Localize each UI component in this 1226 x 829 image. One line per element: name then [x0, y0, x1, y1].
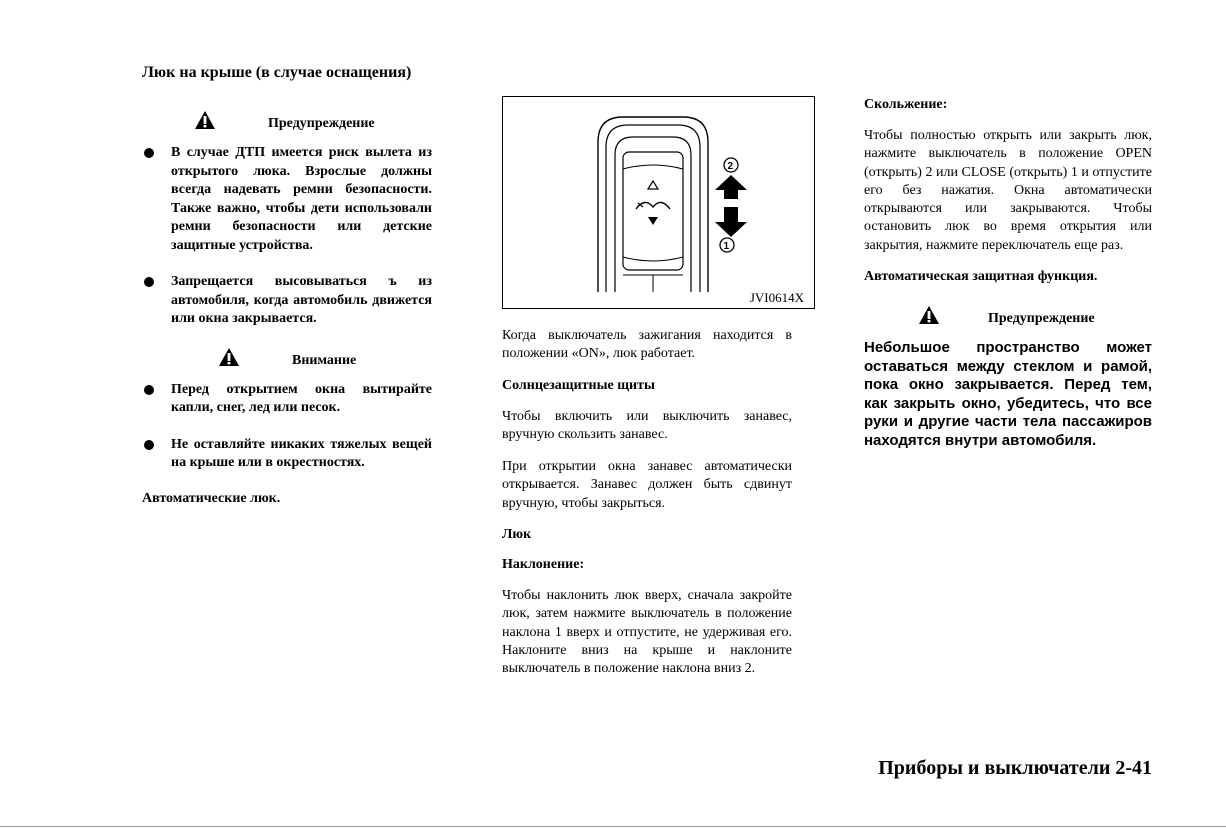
section-heading: Автоматическая защитная функция. — [864, 269, 1098, 285]
switch-illustration — [502, 96, 815, 309]
left-column — [142, 110, 432, 507]
bullet-dot-icon — [144, 385, 154, 395]
bullet-dot-icon — [144, 148, 154, 158]
warning-triangle-icon — [194, 110, 216, 130]
svg-text:2: 2 — [727, 161, 734, 172]
paragraph: Чтобы включить или выключить занавес, вручную скользить занавес. — [502, 408, 792, 442]
warning-text: Небольшое пространство может оставаться между стеклом и рамой, пока окно закрывается. Перед тем, как закрыть окно, убедитесь, что все руки и другие части тела пассажиров находятся внутри автомобиля. — [864, 339, 1152, 449]
bullet-dot-icon — [144, 440, 154, 450]
bullet-dot-icon — [144, 277, 154, 287]
page-footer: Приборы и выключатели 2-41 — [878, 757, 1152, 779]
list-item: Перед открытием окна вытирайте капли, снег, лед или песок. — [142, 381, 432, 418]
list-item: Не оставляйте никаких тяжелых вещей на крыше или в окрестностях. — [142, 436, 432, 473]
middle-column — [502, 96, 804, 693]
sunroof-switch-icon — [503, 97, 813, 307]
paragraph: Чтобы полностью открыть или закрыть люк, нажмите выключатель в положение OPEN (открыть) 2 или CLOSE (открыть) 1 и отпустите его без нажатия. Окна автоматически открываются или закрываются. Чтобы остановить люк во время открытия или закрытия, нажмите переключатель еще раз. — [864, 128, 1152, 253]
subsection-heading: Скольжение: — [864, 97, 948, 112]
svg-text:1: 1 — [723, 241, 730, 252]
caution-header — [142, 347, 432, 373]
warning-label: Предупреждение — [268, 116, 375, 131]
figure-code: JVI0614X — [749, 290, 804, 305]
section-heading: Люк — [502, 527, 532, 543]
list-item: Запрещается высовываться ъ из автомобиля, когда автомобиль движется или окна закрывается. — [142, 273, 432, 329]
caution-label: Внимание — [292, 352, 357, 368]
page-title: Люк на крыше (в случае оснащения) — [142, 64, 412, 81]
right-column — [864, 97, 1152, 450]
paragraph: Когда выключатель зажигания находится в положении «ON», люк работает. — [502, 328, 792, 362]
warning-label: Предупреждение — [988, 311, 1095, 327]
paragraph: При открытии окна занавес автоматически открывается. Занавес должен быть сдвинут вручную, чтобы закрыться. — [502, 459, 792, 511]
warning-header — [864, 305, 1152, 331]
list-item: В случае ДТП имеется риск вылета из открытого люка. Взрослые должны всегда надевать ремни безопасности. Также важно, чтобы дети использовали ремни безопасности или детские защитные устройства. — [142, 144, 432, 255]
section-heading: Автоматические люк. — [142, 490, 281, 506]
warning-header — [142, 110, 432, 136]
warning-triangle-icon — [918, 305, 940, 325]
subsection-heading: Наклонение: — [502, 557, 585, 573]
warning-triangle-icon — [218, 347, 240, 367]
page-divider — [0, 826, 1226, 827]
paragraph: Чтобы наклонить люк вверх, сначала закройте люк, затем нажмите выключатель в положение наклона 1 вверх и отпустите, не удерживая его. Наклоните вниз на крыше и наклоните выключатель в положение наклона вниз 2. — [502, 588, 792, 677]
section-heading: Солнцезащитные щиты — [502, 377, 655, 393]
